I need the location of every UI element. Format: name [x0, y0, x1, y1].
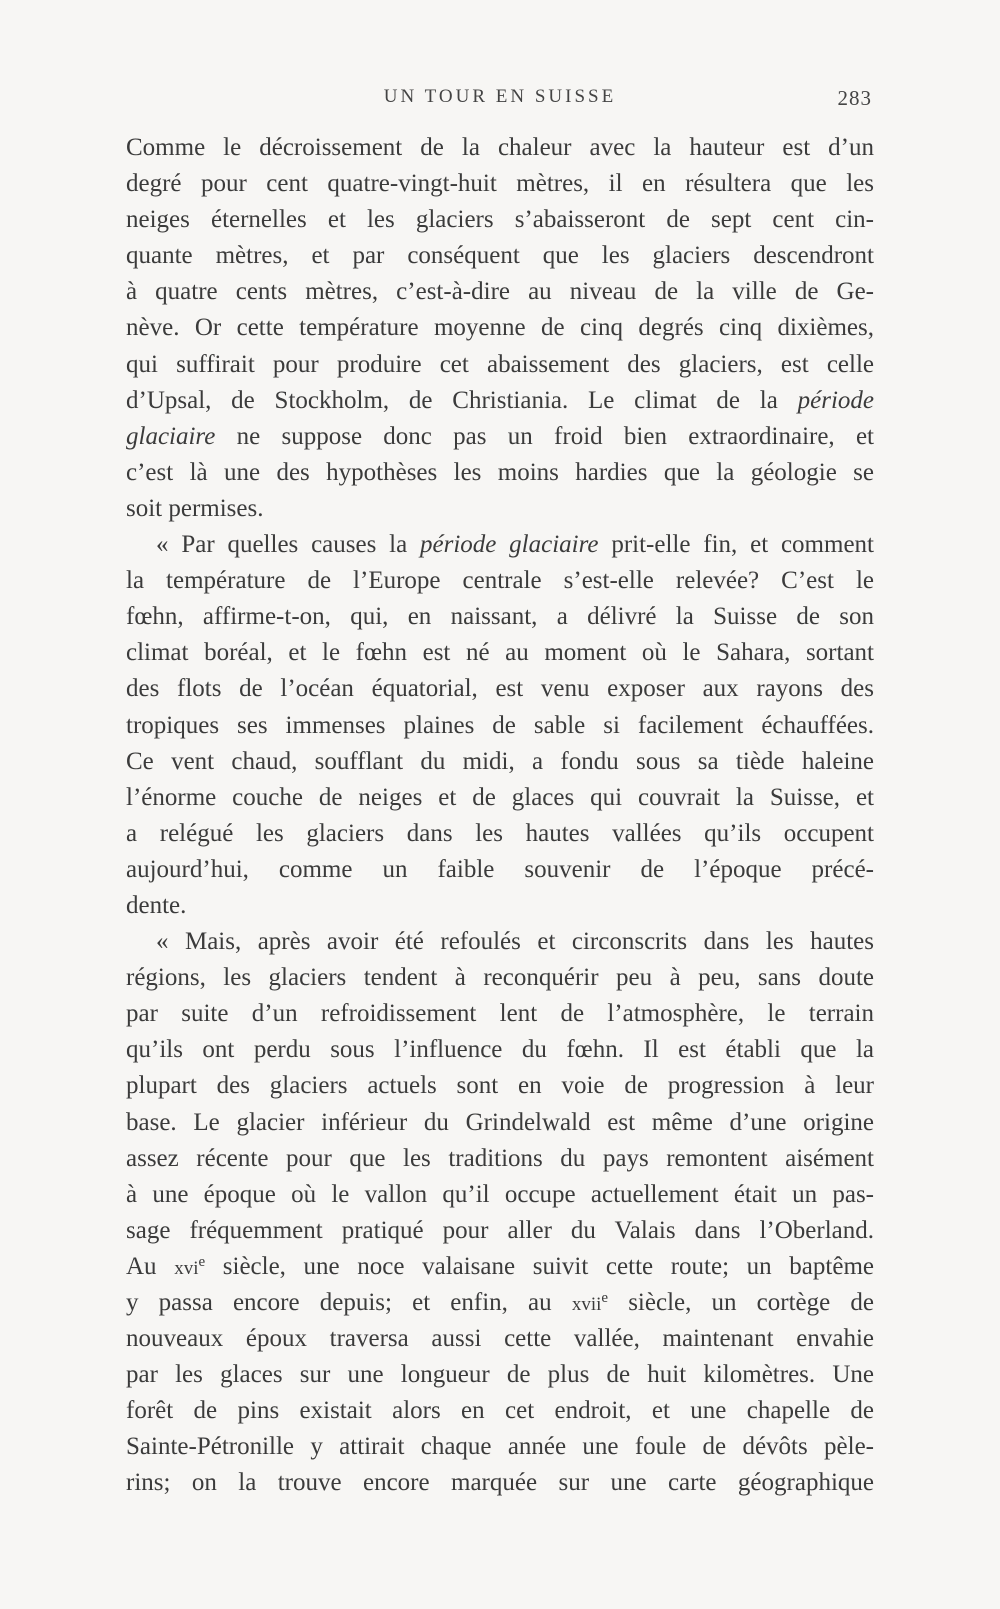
text-line: climat boréal, et le fœhn est né au moment où le Sahara, sortant — [126, 639, 874, 667]
roman-numeral: xvii — [571, 1294, 602, 1315]
text-line: nouveaux époux traversa aussi cette vallée, maintenant envahie — [126, 1325, 874, 1353]
text-line — [126, 1285, 874, 1321]
text-run: ne suppose donc pas un froid bien extraordinaire, et — [215, 422, 874, 450]
text-line: Sainte-Pétronille y attirait chaque année une foule de dévôts pèle- — [126, 1433, 874, 1461]
text-line: régions, les glaciers tendent à reconquérir peu à peu, sans doute — [126, 964, 874, 992]
text-run: siècle, une noce valaisane suivit cette route; un baptême — [205, 1252, 874, 1280]
text-line: à une époque où le vallon qu’il occupe actuellement était un pas- — [126, 1180, 874, 1208]
text-run: y passa encore depuis; et enfin, au — [126, 1289, 572, 1316]
text-line — [126, 419, 874, 455]
text-line: par suite d’un refroidissement lent de l’atmosphère, le terrain — [126, 1000, 874, 1028]
italic-term: période — [797, 386, 874, 414]
text-line — [126, 1249, 874, 1285]
text-line: nève. Or cette température moyenne de cinq degrés cinq dixièmes, — [126, 314, 874, 342]
text-line: Comme le décroissement de la chaleur avec la hauteur est d’un — [126, 134, 874, 161]
text-line: plupart des glaciers actuels sont en voie de progression à leur — [126, 1072, 874, 1100]
text-run: d’Upsal, de Stockholm, de Christiania. Le climat de la — [126, 386, 798, 414]
text-line: qui suffirait pour produire cet abaissement des glaciers, est celle — [126, 350, 874, 378]
text-line: l’énorme couche de neiges et de glaces qui couvrait la Suisse, et — [126, 783, 874, 811]
running-header — [128, 86, 872, 116]
text-line: degré pour cent quatre-vingt-huit mètres, il en résultera que les — [126, 170, 874, 198]
text-line: aujourd’hui, comme un faible souvenir de l’époque précé- — [126, 855, 874, 883]
text-line: soit permises. — [126, 494, 264, 522]
text-line: base. Le glacier inférieur du Grindelwald est même d’une origine — [126, 1108, 874, 1136]
text-line: Ce vent chaud, soufflant du midi, a fondu sous sa tiède haleine — [126, 747, 874, 775]
text-line: sage fréquemment pratiqué pour aller du Valais dans l’Oberland. — [126, 1216, 874, 1244]
superscript: e — [198, 1253, 206, 1270]
text-line: la température de l’Europe centrale s’est-elle relevée? C’est le — [126, 567, 874, 595]
text-line: dente. — [126, 891, 187, 919]
body-text — [126, 130, 874, 1502]
text-run: prit-elle fin, et comment — [598, 531, 874, 559]
text-run: « Par quelles causes la — [156, 531, 420, 559]
running-title: UN TOUR EN SUISSE — [383, 86, 617, 107]
text-line: rins; on la trouve encore marquée sur une carte géographique — [126, 1469, 874, 1497]
text-line: des flots de l’océan équatorial, est venu exposer aux rayons des — [126, 675, 874, 703]
text-line: forêt de pins existait alors en cet endroit, et une chapelle de — [126, 1397, 874, 1425]
italic-term: période glaciaire — [420, 531, 599, 559]
text-line: qu’ils ont perdu sous l’influence du fœhn. Il est établi que la — [126, 1036, 874, 1064]
text-line: quante mètres, et par conséquent que les glaciers descendront — [126, 242, 874, 270]
text-line: tropiques ses immenses plaines de sable si facilement échauffées. — [126, 711, 874, 739]
text-line: « Mais, après avoir été refoulés et circonscrits dans les hautes — [156, 928, 874, 956]
text-line — [126, 527, 874, 563]
text-line: neiges éternelles et les glaciers s’abaisseront de sept cent cin- — [126, 206, 874, 234]
roman-numeral: xvi — [174, 1257, 199, 1279]
text-run: Au — [126, 1252, 175, 1280]
italic-term: glaciaire — [126, 422, 216, 450]
text-run: siècle, un cortège de — [608, 1289, 874, 1316]
text-line — [126, 383, 874, 419]
text-line: a relégué les glaciers dans les hautes vallées qu’ils occupent — [126, 819, 874, 847]
text-line: assez récente pour que les traditions du pays remontent aisément — [126, 1144, 874, 1172]
superscript: e — [601, 1290, 609, 1306]
text-line: à quatre cents mètres, c’est-à-dire au niveau de la ville de Ge- — [126, 278, 874, 306]
text-line: par les glaces sur une longueur de plus de huit kilomètres. Une — [126, 1361, 874, 1389]
text-line: fœhn, affirme-t-on, qui, en naissant, a délivré la Suisse de son — [126, 603, 874, 631]
page-number: 283 — [837, 86, 872, 110]
text-line: c’est là une des hypothèses les moins hardies que la géologie se — [126, 458, 874, 486]
